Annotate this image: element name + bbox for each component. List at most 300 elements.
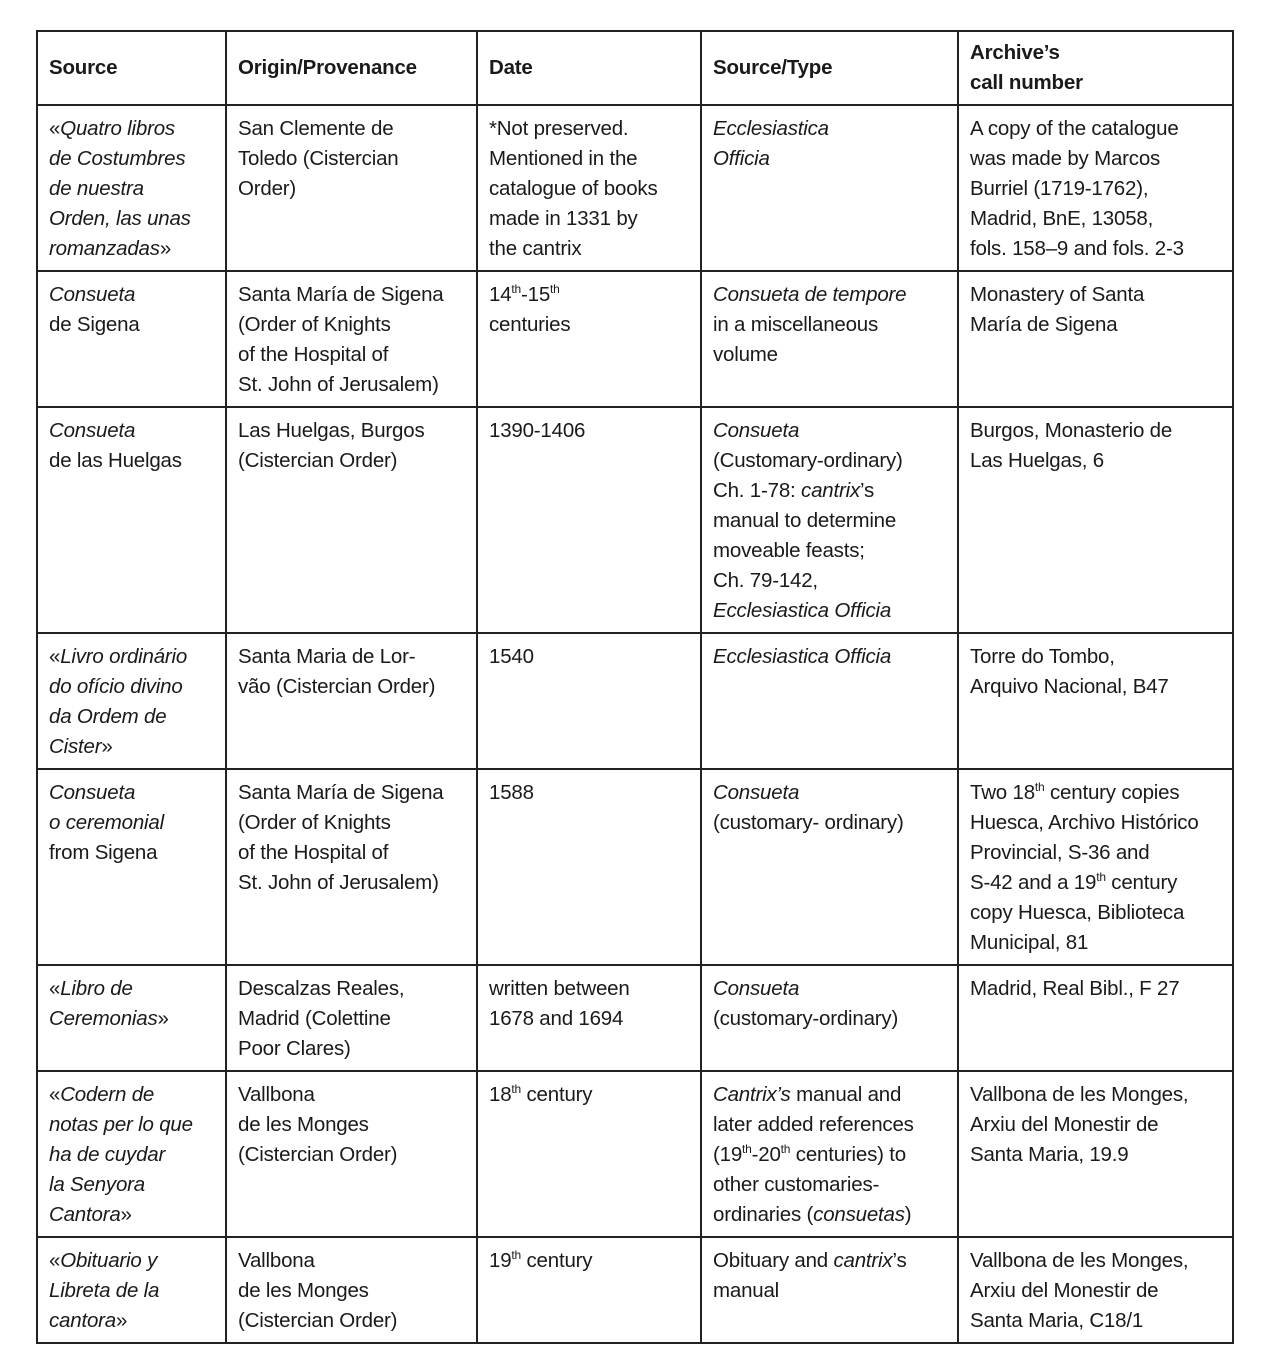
text: (Cistercian Order) [238, 1309, 398, 1332]
text-line [713, 144, 946, 174]
text: » [101, 735, 113, 758]
text-line [489, 174, 689, 204]
text-line [970, 672, 1221, 702]
text-line [970, 928, 1221, 958]
text: century [1105, 871, 1178, 894]
cell-source [37, 1237, 226, 1343]
text-line [238, 1246, 465, 1276]
text-line [49, 1140, 214, 1170]
text: de les Monges [238, 1113, 369, 1136]
italic-text: Ecclesiastica [713, 117, 829, 140]
text-line [713, 280, 946, 310]
italic-text: Consueta [49, 419, 136, 442]
text: (Cistercian Order) [238, 449, 398, 472]
text: Date [489, 56, 533, 79]
cell-archive-call-number [958, 407, 1233, 633]
text: 14 [489, 283, 512, 306]
text-line [970, 174, 1221, 204]
cell-date [477, 965, 701, 1071]
text: » [157, 1007, 169, 1030]
text-line [489, 416, 689, 446]
text: fols. 158–9 and fols. 2-3 [970, 237, 1184, 260]
italic-text: Codern de [60, 1083, 155, 1106]
text-line [970, 1110, 1221, 1140]
text: of the Hospital of [238, 343, 389, 366]
text-line [238, 868, 465, 898]
header-source [37, 31, 226, 105]
text: Las Huelgas, Burgos [238, 419, 425, 442]
text-line [489, 642, 689, 672]
text-line [49, 234, 214, 264]
text: Torre do Tombo, [970, 645, 1115, 668]
table-row [37, 965, 1233, 1071]
text-line [238, 280, 465, 310]
cell-origin-provenance [226, 105, 477, 271]
text-line [713, 1110, 946, 1140]
text: « [49, 977, 61, 1000]
text: other customaries- [713, 1173, 880, 1196]
text: call number [970, 71, 1083, 94]
italic-text: de nuestra [49, 177, 144, 200]
cell-date [477, 105, 701, 271]
text: María de Sigena [970, 313, 1118, 336]
cell-origin-provenance [226, 1071, 477, 1237]
text: Vallbona [238, 1249, 315, 1272]
text-line [238, 1034, 465, 1064]
text-line [970, 38, 1221, 68]
italic-text: Obituario y [60, 1249, 158, 1272]
text-line [713, 476, 946, 506]
text-line [489, 234, 689, 264]
cell-archive-call-number [958, 105, 1233, 271]
text: Madrid, Real Bibl., F 27 [970, 977, 1180, 1000]
superscript: th [780, 1142, 791, 1156]
text: Santa Maria, C18/1 [970, 1309, 1144, 1332]
superscript: th [511, 1248, 522, 1262]
text: (Order of Knights [238, 811, 391, 834]
text: A copy of the catalogue [970, 117, 1179, 140]
text-line [49, 1080, 214, 1110]
text: (customary-ordinary) [713, 1007, 899, 1030]
cell-origin-provenance [226, 633, 477, 769]
text: Municipal, 81 [970, 931, 1089, 954]
text-line [49, 53, 214, 83]
cell-source [37, 1071, 226, 1237]
cell-archive-call-number [958, 1071, 1233, 1237]
text: copy Huesca, Biblioteca [970, 901, 1185, 924]
sources-table [36, 30, 1234, 1344]
superscript: th [742, 1142, 752, 1156]
cell-source [37, 271, 226, 407]
text-line [489, 280, 689, 310]
text-line [49, 672, 214, 702]
text-line [489, 1004, 689, 1034]
text: (19 [713, 1143, 743, 1166]
cell-source-type [701, 633, 958, 769]
cell-date [477, 769, 701, 965]
italic-text: Ecclesiastica Officia [713, 599, 892, 622]
text-line [489, 204, 689, 234]
text-line [713, 566, 946, 596]
text-line [970, 1246, 1221, 1276]
text-line [713, 1004, 946, 1034]
cell-source-type [701, 407, 958, 633]
text: later added references [713, 1113, 914, 1136]
text-line [713, 416, 946, 446]
text-line [489, 53, 689, 83]
text-line [49, 1110, 214, 1140]
text-line [49, 280, 214, 310]
text: Obituary and [713, 1249, 834, 1272]
italic-text: romanzadas [49, 237, 160, 260]
text-line [49, 732, 214, 762]
text: Toledo (Cistercian [238, 147, 399, 170]
text: Burgos, Monasterio de [970, 419, 1173, 442]
cell-source-type [701, 1237, 958, 1343]
text: de les Monges [238, 1279, 369, 1302]
cell-source [37, 965, 226, 1071]
text: « [49, 645, 61, 668]
italic-text: ha de cuydar [49, 1143, 166, 1166]
italic-text: cantrix [801, 479, 861, 502]
text: -15 [521, 283, 551, 306]
text: in a miscellaneous [713, 313, 879, 336]
text-line [713, 310, 946, 340]
text: 1390-1406 [489, 419, 586, 442]
table-row [37, 633, 1233, 769]
table-row [37, 105, 1233, 271]
text: Archive’s [970, 41, 1060, 64]
text: Santa María de Sigena [238, 781, 444, 804]
cell-source-type [701, 105, 958, 271]
text-line [970, 898, 1221, 928]
text-line [238, 1276, 465, 1306]
text-line [970, 974, 1221, 1004]
text-line [970, 204, 1221, 234]
italic-text: Cantrix’s [713, 1083, 791, 1106]
superscript: th [511, 1082, 522, 1096]
italic-text: Consueta [49, 283, 136, 306]
text-line [49, 174, 214, 204]
text: Provincial, S-36 and [970, 841, 1150, 864]
italic-text: Consueta de tempore [713, 283, 907, 306]
italic-text: Cantora [49, 1203, 121, 1226]
text: the cantrix [489, 237, 582, 260]
text-line [238, 838, 465, 868]
text-line [49, 416, 214, 446]
text-line [238, 340, 465, 370]
text-line [489, 974, 689, 1004]
text: made in 1331 by [489, 207, 638, 230]
text-line [713, 974, 946, 1004]
text: Vallbona de les Monges, [970, 1249, 1189, 1272]
text-line [49, 778, 214, 808]
italic-text: notas per lo que [49, 1113, 193, 1136]
text-line [713, 642, 946, 672]
text: Santa María de Sigena [238, 283, 444, 306]
text-line [970, 1140, 1221, 1170]
cell-source [37, 105, 226, 271]
text-line [238, 446, 465, 476]
text: Ch. 1-78: [713, 479, 802, 502]
italic-text: da Ordem de [49, 705, 167, 728]
text: (Customary-ordinary) [713, 449, 903, 472]
table-row [37, 1237, 1233, 1343]
text-line [970, 1306, 1221, 1336]
text-line [49, 1246, 214, 1276]
text-line [713, 808, 946, 838]
text-line [713, 1276, 946, 1306]
text-line [238, 1306, 465, 1336]
text: Order) [238, 177, 297, 200]
text: century [521, 1249, 593, 1272]
text: Burriel (1719-1762), [970, 177, 1149, 200]
text-line [238, 370, 465, 400]
italic-text: Libro de [60, 977, 133, 1000]
text: 19 [489, 1249, 512, 1272]
text-line [970, 1276, 1221, 1306]
text-line [489, 144, 689, 174]
text: century [521, 1083, 593, 1106]
text-line [489, 1080, 689, 1110]
text: « [49, 1083, 61, 1106]
text-line [970, 416, 1221, 446]
text-line [49, 808, 214, 838]
cell-date [477, 1237, 701, 1343]
text-line [49, 144, 214, 174]
italic-text: Consueta [49, 781, 136, 804]
text-line [49, 1004, 214, 1034]
text: 18 [489, 1083, 512, 1106]
text-line [238, 1140, 465, 1170]
table-body [37, 105, 1233, 1343]
text-line [49, 1306, 214, 1336]
text: Vallbona de les Monges, [970, 1083, 1189, 1106]
text: Source/Type [713, 56, 833, 79]
text: « [49, 117, 61, 140]
text-line [238, 672, 465, 702]
superscript: th [550, 282, 560, 296]
header-date [477, 31, 701, 105]
text: ordinaries ( [713, 1203, 814, 1226]
text: » [115, 1309, 128, 1332]
text: Madrid (Colettine [238, 1007, 391, 1030]
cell-source [37, 407, 226, 633]
text-line [238, 1110, 465, 1140]
table-row [37, 769, 1233, 965]
text-line [970, 778, 1221, 808]
superscript: th [511, 282, 522, 296]
text-line [238, 53, 465, 83]
italic-text: la Senyora [49, 1173, 146, 1196]
text: 1678 and 1694 [489, 1007, 624, 1030]
text: Vallbona [238, 1083, 315, 1106]
table-row [37, 407, 1233, 633]
text: manual to determine [713, 509, 897, 532]
text-line [238, 1080, 465, 1110]
text: de Sigena [49, 313, 140, 336]
text: de las Huelgas [49, 449, 182, 472]
text-line [238, 1004, 465, 1034]
italic-text: Quatro libros [60, 117, 175, 140]
cell-origin-provenance [226, 407, 477, 633]
cell-source-type [701, 1071, 958, 1237]
text: St. John of Jerusalem) [238, 373, 439, 396]
text: volume [713, 343, 778, 366]
text: moveable feasts; [713, 539, 865, 562]
text: Arxiu del Monestir de [970, 1113, 1159, 1136]
text: century copies [1044, 781, 1180, 804]
italic-text: cantora [49, 1309, 116, 1332]
cell-source-type [701, 769, 958, 965]
italic-text: cantrix [833, 1249, 893, 1272]
text-line [238, 778, 465, 808]
text: vão (Cistercian Order) [238, 675, 436, 698]
text: ) [904, 1203, 912, 1226]
cell-origin-provenance [226, 271, 477, 407]
italic-text: Ceremonias [49, 1007, 158, 1030]
text-line [49, 1276, 214, 1306]
text-line [713, 340, 946, 370]
text-line [713, 1140, 946, 1170]
italic-text: Cister [49, 735, 102, 758]
text: Las Huelgas, 6 [970, 449, 1104, 472]
header-row [37, 31, 1233, 105]
text-line [49, 446, 214, 476]
text-line [970, 642, 1221, 672]
text-line [970, 280, 1221, 310]
text: Ch. 79-142, [713, 569, 818, 592]
text-line [713, 446, 946, 476]
text: Poor Clares) [238, 1037, 351, 1060]
text: » [159, 237, 172, 260]
italic-text: Libreta de la [49, 1279, 160, 1302]
cell-date [477, 1071, 701, 1237]
text-line [970, 838, 1221, 868]
cell-date [477, 633, 701, 769]
text: St. John of Jerusalem) [238, 871, 439, 894]
text-line [713, 1200, 946, 1230]
text-line [713, 1080, 946, 1110]
text-line [970, 868, 1221, 898]
text: from Sigena [49, 841, 158, 864]
text: Santa Maria de Lor- [238, 645, 416, 668]
text: Huesca, Archivo Histórico [970, 811, 1199, 834]
cell-origin-provenance [226, 769, 477, 965]
text-line [970, 144, 1221, 174]
text: Descalzas Reales, [238, 977, 405, 1000]
text: Origin/Provenance [238, 56, 417, 79]
text-line [713, 1170, 946, 1200]
text: Monastery of Santa [970, 283, 1145, 306]
text-line [238, 174, 465, 204]
text: centuries) to [790, 1143, 906, 1166]
cell-archive-call-number [958, 769, 1233, 965]
cell-archive-call-number [958, 633, 1233, 769]
table-row [37, 1071, 1233, 1237]
text: (customary- ordinary) [713, 811, 904, 834]
text-line [238, 416, 465, 446]
text-line [970, 446, 1221, 476]
text: manual and [790, 1083, 902, 1106]
text-line [238, 808, 465, 838]
text: centuries [489, 313, 571, 336]
text-line [970, 234, 1221, 264]
text-line [238, 114, 465, 144]
italic-text: do ofício divino [49, 675, 183, 698]
cell-origin-provenance [226, 965, 477, 1071]
text: of the Hospital of [238, 841, 389, 864]
text-line [238, 310, 465, 340]
text-line [713, 536, 946, 566]
text-line [970, 808, 1221, 838]
cell-source-type [701, 271, 958, 407]
cell-date [477, 271, 701, 407]
text-line [713, 506, 946, 536]
text: S-42 and a 19 [970, 871, 1097, 894]
text-line [49, 702, 214, 732]
cell-archive-call-number [958, 965, 1233, 1071]
text-line [970, 310, 1221, 340]
italic-text: o ceremonial [49, 811, 164, 834]
text: Arquivo Nacional, B47 [970, 675, 1169, 698]
text-line [970, 1080, 1221, 1110]
cell-source [37, 769, 226, 965]
text-line [238, 144, 465, 174]
text: 1540 [489, 645, 534, 668]
text-line [489, 310, 689, 340]
table-row [37, 271, 1233, 407]
text-line [238, 642, 465, 672]
italic-text: de Costumbres [49, 147, 186, 170]
italic-text: Livro ordinário [60, 645, 188, 668]
text-line [713, 114, 946, 144]
text: ’s [860, 479, 875, 502]
text-line [238, 974, 465, 1004]
text-line [970, 68, 1221, 98]
text: Santa Maria, 19.9 [970, 1143, 1129, 1166]
text-line [489, 1246, 689, 1276]
text: Mentioned in the [489, 147, 638, 170]
text: Two 18 [970, 781, 1035, 804]
superscript: th [1096, 870, 1106, 884]
text-line [489, 114, 689, 144]
text: written between [489, 977, 630, 1000]
cell-source [37, 633, 226, 769]
italic-text: Consueta [713, 781, 800, 804]
header-source-type [701, 31, 958, 105]
cell-source-type [701, 965, 958, 1071]
text: -20 [751, 1143, 781, 1166]
italic-text: consuetas [813, 1203, 905, 1226]
text: « [49, 1249, 61, 1272]
text-line [970, 114, 1221, 144]
text: (Cistercian Order) [238, 1143, 398, 1166]
text-line [713, 778, 946, 808]
text: catalogue of books [489, 177, 658, 200]
italic-text: Ecclesiastica Officia [713, 645, 892, 668]
text: Source [49, 56, 118, 79]
text: Arxiu del Monestir de [970, 1279, 1159, 1302]
text-line [713, 1246, 946, 1276]
superscript: th [1034, 780, 1045, 794]
cell-archive-call-number [958, 1237, 1233, 1343]
text: *Not preserved. [489, 117, 629, 140]
text: 1588 [489, 781, 534, 804]
text-line [713, 596, 946, 626]
header-archive-call-number [958, 31, 1233, 105]
italic-text: Officia [713, 147, 770, 170]
